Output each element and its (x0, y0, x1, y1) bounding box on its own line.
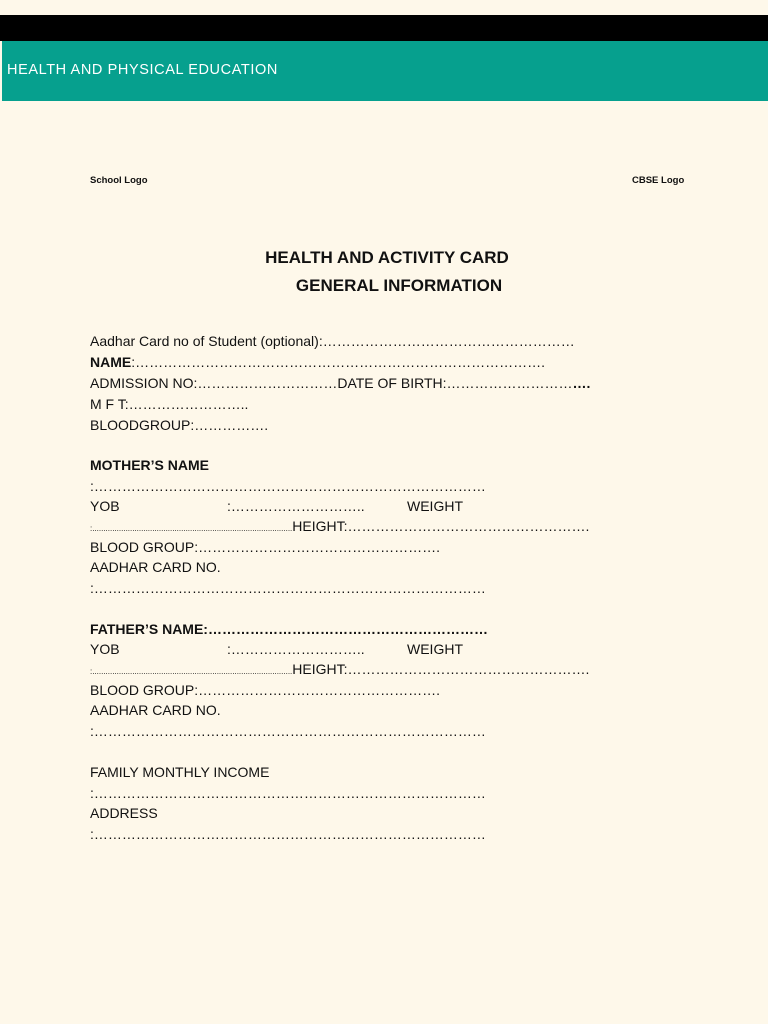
name-dots: :……………………………………………………………………………. (131, 354, 546, 370)
address-dots[interactable]: :………………………………………………………………………… (90, 826, 486, 842)
admission-dob-line[interactable] (90, 374, 590, 392)
band-title: HEALTH AND PHYSICAL EDUCATION (7, 62, 278, 78)
mother-weight-dots: :.......................................................................................... (90, 524, 293, 533)
card-title: HEALTH AND ACTIVITY CARD (265, 248, 509, 267)
mother-name-heading: MOTHER’S NAME (90, 457, 209, 473)
mother-height-text: HEIGHT:……………………………………………. (292, 518, 590, 534)
family-income-dots[interactable]: :………………………………………………………………………… (90, 785, 486, 801)
father-weight-dots: :.......................................................................................... (90, 667, 293, 676)
father-height-text: HEIGHT:……………………………………………. (292, 661, 590, 677)
mother-weight-label: WEIGHT (407, 498, 463, 514)
father-yob-label: YOB (90, 641, 120, 657)
address-label: ADDRESS (90, 805, 158, 821)
father-name-line[interactable]: FATHER’S NAME:…………………………………………………… (90, 621, 488, 637)
mother-name-dots[interactable]: :………………………………………………………………………… (90, 478, 486, 494)
father-aadhar-dots[interactable]: :………………………………………………………………………… (90, 723, 486, 739)
top-black-bar (0, 15, 768, 41)
name-label: NAME (90, 354, 132, 370)
section-title: GENERAL INFORMATION (295, 276, 503, 295)
dob-trailing-dots: …. (572, 375, 591, 391)
father-weight-label: WEIGHT (407, 641, 463, 657)
header-band (2, 41, 768, 101)
family-income-label: FAMILY MONTHLY INCOME (90, 764, 270, 780)
bloodgroup-line[interactable]: BLOODGROUP:……………. (90, 417, 269, 433)
admission-dob-text: ADMISSION NO:…………………………DATE OF BIRTH:……………………… (90, 375, 573, 391)
student-aadhar-line[interactable]: Aadhar Card no of Student (optional):……………………………………………… (90, 333, 575, 349)
mother-aadhar-label: AADHAR CARD NO. (90, 559, 221, 575)
school-logo-label: School Logo (90, 175, 148, 186)
father-weight-height-line[interactable] (90, 660, 589, 681)
mother-yob-label: YOB (90, 498, 120, 514)
mother-weight-height-line[interactable] (90, 517, 589, 538)
father-yob-dots[interactable]: :……………………….. (227, 641, 365, 657)
mother-blood-group-line[interactable]: BLOOD GROUP:……………………………………………. (90, 539, 441, 555)
father-aadhar-label: AADHAR CARD NO. (90, 702, 221, 718)
mother-aadhar-dots[interactable]: :………………………………………………………………………… (90, 580, 486, 596)
mft-line[interactable]: M F T:…………………….. (90, 396, 249, 412)
cbse-logo-label: CBSE Logo (632, 175, 685, 186)
father-blood-group-line[interactable]: BLOOD GROUP:……………………………………………. (90, 682, 441, 698)
student-name-line[interactable] (90, 353, 545, 371)
mother-yob-dots[interactable]: :……………………….. (227, 498, 365, 514)
